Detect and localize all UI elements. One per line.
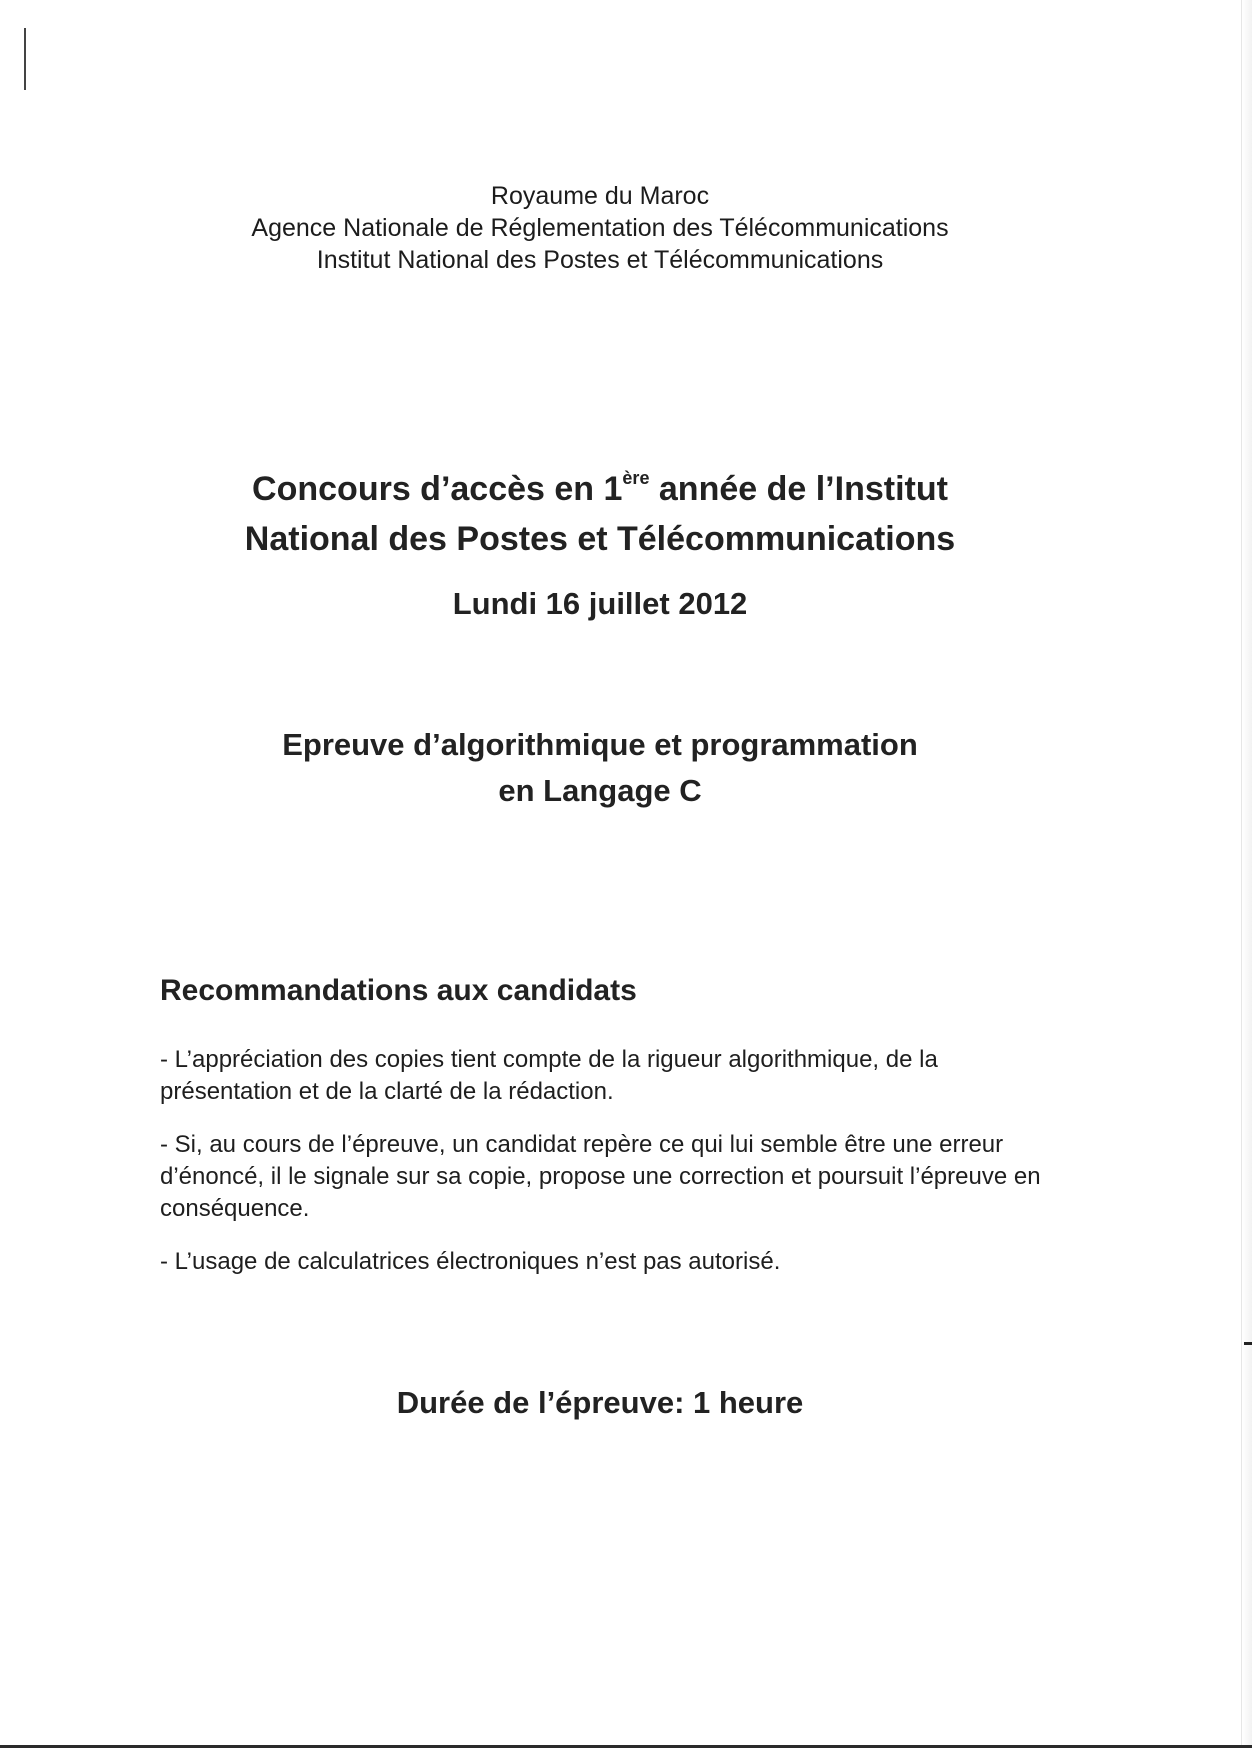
institution-header [0,180,1200,276]
recommendation-item: - L’appréciation des copies tient compte de la rigueur algorithmique, de la présentation et de la clarté de la rédaction. [160,1046,938,1105]
header-institute: Institut National des Postes et Télécommunications [316,246,884,274]
exam-title-line1 [0,464,1200,514]
recommendations-heading: Recommandations aux candidats [160,974,637,1007]
exam-title-line2: National des Postes et Télécommunications [244,520,956,558]
header-agency: Agence Nationale de Réglementation des Télécommunications [251,214,949,242]
exam-title-part1: Concours d’accès en 1 [252,470,623,508]
exam-title-part2: année de l’Institut [649,470,948,508]
recommendations-list [160,1044,1060,1299]
scan-edge-mark [24,28,26,90]
recommendation-item: - Si, au cours de l’épreuve, un candidat repère ce qui lui semble être une erreur d’énoncé, il le signale sur sa copie, propose une correction et poursuit l’épreuve en conséquence. [160,1131,1041,1222]
exam-title [0,464,1200,564]
scan-edge-shadow [1241,0,1252,1748]
scan-edge-tick [1244,1342,1252,1345]
exam-subject [0,722,1200,814]
recommendation-item: - L’usage de calculatrices électroniques n’est pas autorisé. [160,1248,781,1275]
exam-date: Lundi 16 juillet 2012 [452,586,748,621]
exam-duration: Durée de l’épreuve: 1 heure [396,1385,804,1420]
header-country: Royaume du Maroc [490,182,710,210]
exam-subject-line2: en Langage C [498,773,702,808]
exam-title-superscript: ère [622,468,650,488]
exam-subject-line1: Epreuve d’algorithmique et programmation [282,727,918,762]
